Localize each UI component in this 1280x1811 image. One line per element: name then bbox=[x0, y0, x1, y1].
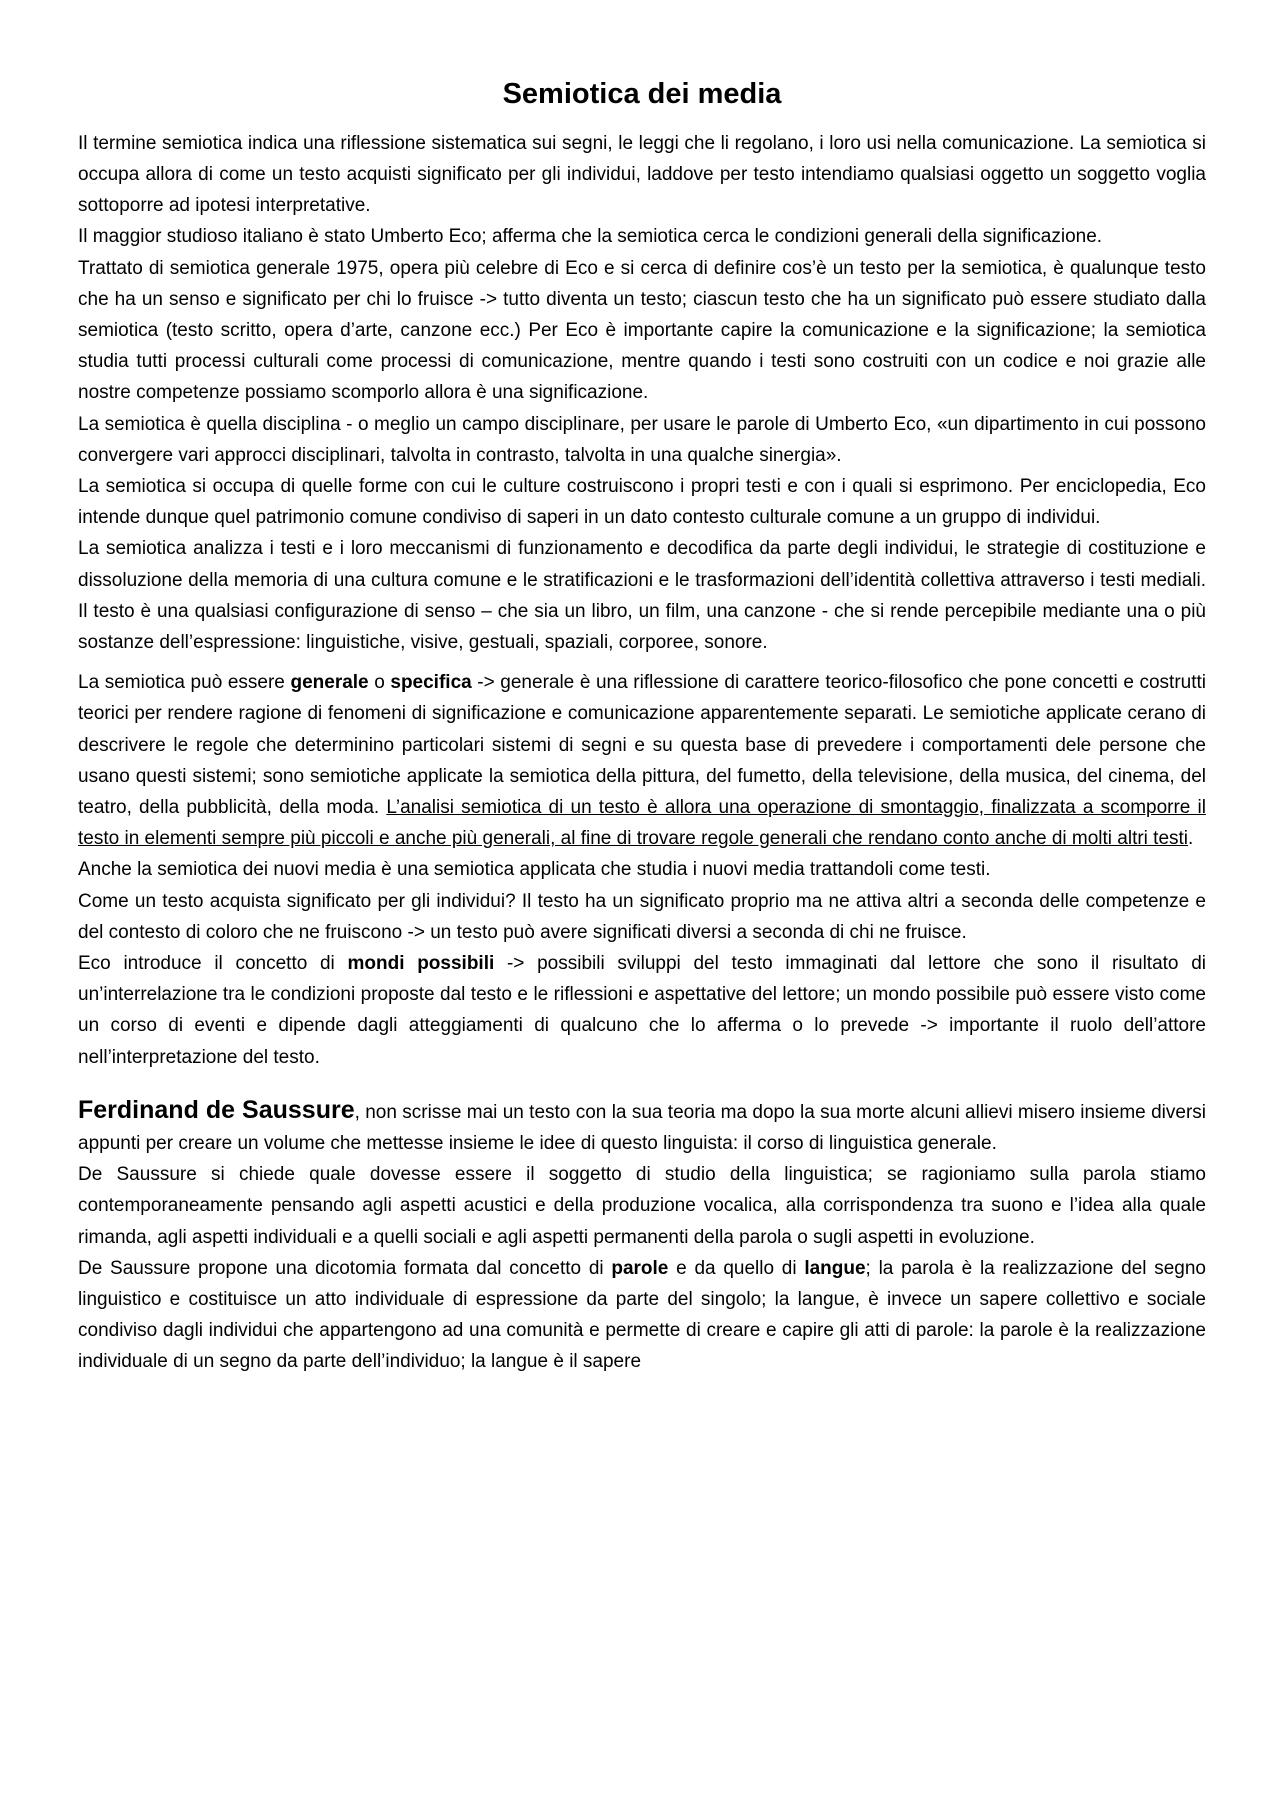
intro-paragraph-2: Il maggior studioso italiano è stato Umberto Eco; afferma che la semiotica cerca le condizioni generali della significazione. bbox=[78, 226, 1103, 248]
text-run: . bbox=[1188, 828, 1194, 850]
intro-paragraph-3: Trattato di semiotica generale 1975, opera più celebre di Eco e si cerca di definire cos’è un testo per la semiotica, è qualunque testo che ha un senso e significato per chi lo fruisce -> tutto diventa un testo; ciascun testo che ha un significato può essere studiato dalla semiotica (testo scritto, opera d’arte, canzone ecc.) Per Eco è importante capire la comunicazione e la significazione; la semiotica studia tutti processi culturali come processi di comunicazione, mentre quando i testi sono costruiti con un codice e noi grazie alle nostre competenze possiamo scomporlo allora è una significazione. bbox=[78, 257, 1206, 404]
intro-paragraph-1: Il termine semiotica indica una riflessione sistematica sui segni, le leggi che li regolano, i loro usi nella comunicazione. La semiotica si occupa allora di come un testo acquisti significato per gli individui, laddove per testo intendiamo qualsiasi oggetto un soggetto voglia sottoporre ad ipotesi interpretative. bbox=[78, 132, 1206, 217]
general-specific-paragraph bbox=[78, 667, 1206, 854]
intro-paragraph-5: La semiotica si occupa di quelle forme con cui le culture costruiscono i propri testi e con i quali si esprimono. Per enciclopedia, Eco intende dunque quel patrimonio comune condiviso di saperi in un dato contesto culturale comune a un gruppo di individui. bbox=[78, 475, 1206, 529]
bold-term-parole: parole bbox=[611, 1257, 669, 1279]
saussure-paragraph-2: De Saussure si chiede quale dovesse essere il soggetto di studio della linguistica; se ragioniamo sulla parola stiamo contemporaneamente pensando agli aspetti acustici e della produzione vocalica, alla corrispondenza tra suono e l’idea alla quale rimanda, agli aspetti individuali e a quelli sociali e agli aspetti permanenti della parola o sugli aspetti in evoluzione. bbox=[78, 1164, 1206, 1248]
text-run: -> generale è una riflessione di carattere teorico-filosofico che pone concetti e costrutti teorici per rendere ragione di fenomeni di significazione e comunicazione apparentemente separati. Le semiotiche applicate cerano di descrivere le regole che determinino particolari sistemi di segni e su questa base di prevedere i comportamenti dele persone che usano questi sistemi; sono semiotiche applicate la semiotica della pittura, del fumetto, della televisione, della musica, del cinema, del teatro, della pubblicità, della moda. bbox=[78, 672, 1207, 818]
text-run: ; la parola è la realizzazione del segno linguistico e costituisce un atto individuale di espressione da parte del singolo; la langue, è invece un sapere collettivo e sociale condiviso dagli individui che appartengono ad una comunità e permette di creare e capire gli atti di parole: la parole è la realizzazione individuale di un segno da parte dell’individuo; la langue è il sapere bbox=[78, 1257, 1206, 1373]
saussure-paragraph-1 bbox=[78, 1095, 1206, 1159]
underlined-sentence: L’analisi semiotica di un testo è allora una operazione di smontaggio, finalizzata a scomporre il testo in elementi sempre più piccoli e anche più generali, al fine di trovare regole generali che rendano conto anche di molti altri testi bbox=[78, 796, 1206, 850]
bold-term-mondi-possibili: mondi possibili bbox=[347, 952, 495, 974]
new-media-paragraph: Anche la semiotica dei nuovi media è una semiotica applicata che studia i nuovi media trattandoli come testi. bbox=[78, 859, 991, 881]
bold-term-langue: langue bbox=[804, 1257, 866, 1279]
meaning-paragraph: Come un testo acquista significato per gli individui? Il testo ha un significato proprio ma ne attiva altri a seconda delle competenze e del contesto di coloro che ne fruiscono -> un testo può avere significati diversi a seconda di chi ne fruisce. bbox=[78, 890, 1206, 943]
text-run: La semiotica può essere bbox=[78, 672, 291, 694]
saussure-paragraph-3 bbox=[78, 1253, 1206, 1378]
section-spacer bbox=[78, 1073, 1206, 1095]
intro-paragraph-4: La semiotica è quella disciplina - o meglio un campo disciplinare, per usare le parole di Umberto Eco, «un dipartimento in cui possono convergere vari approcci disciplinari, talvolta in contrasto, talvolta in una qualche sinergia». bbox=[78, 413, 1206, 466]
text-run: Eco introduce il concetto di bbox=[78, 952, 348, 974]
text-run: o bbox=[368, 672, 391, 694]
text-run: e da quello di bbox=[668, 1257, 805, 1279]
saussure-heading-name: Ferdinand de Saussure bbox=[78, 1095, 355, 1124]
intro-paragraph-6: La semiotica analizza i testi e i loro meccanismi di funzionamento e decodifica da parte degli individui, le strategie di costituzione e dissoluzione della memoria di una cultura comune e le stratificazioni e le trasformazioni dell’identità collettiva attraverso i testi mediali. Il testo è una qualsiasi configurazione di senso – che sia un libro, un film, una canzone - che si rende percepibile mediante una o più sostanze dell’espressione: linguistiche, visive, gestuali, spaziali, corporee, sonore. bbox=[78, 538, 1206, 653]
text-run: -> possibili sviluppi del testo immaginati dal lettore che sono il risultato di un’interrelazione tra le condizioni proposte dal testo e le riflessioni e aspettative del lettore; un mondo possibile può essere visto come un corso di eventi e dipende dagli atteggiamenti di qualcuno che lo afferma o lo prevede -> importante il ruolo dell’attore nell’interpretazione del testo. bbox=[78, 952, 1206, 1068]
bold-term-specifica: specifica bbox=[390, 672, 472, 694]
text-run: De Saussure propone una dicotomia formata dal concetto di bbox=[78, 1257, 612, 1279]
document-page bbox=[78, 76, 1206, 1378]
paragraph-spacer bbox=[78, 658, 1206, 667]
possible-worlds-paragraph bbox=[78, 948, 1206, 1073]
bold-term-generale: generale bbox=[290, 672, 369, 694]
text-run: , non scrisse mai un testo con la sua teoria ma dopo la sua morte alcuni allievi misero insieme diversi appunti per creare un volume che mettesse insieme le idee di questo linguista: il corso di linguistica generale. bbox=[78, 1101, 1206, 1154]
document-title: Semiotica dei media bbox=[502, 78, 782, 110]
